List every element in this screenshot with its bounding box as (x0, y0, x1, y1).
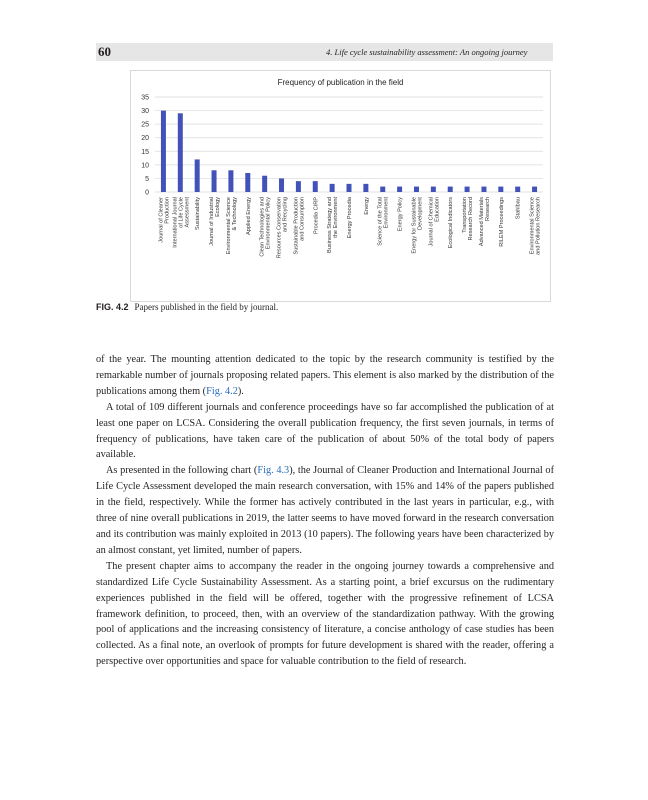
paragraph: The present chapter aims to accompany the reader in the ongoing journey towards a comprehensive and standardized Life Cycle Sustainability Assessment. As a starting point, a brief excursus on the rudimentary experiences published in the field will be offered, together with the progressive refinement of LCSA framework definition, to proceed, then, with an overview of the standardization pathway. With the growing pool of applications and the increasing consistency of literature, a concise anthology of case studies has been collected. As a final note, an overlook of prompts for future development is shared with the reader, offering a perspective over opportunities and space for valuable contribution to the field of research. (96, 560, 554, 668)
body-text (96, 352, 554, 670)
bar (330, 184, 335, 192)
figure-caption (96, 302, 278, 312)
chart-title: Frequency of publication in the field (277, 78, 404, 87)
bar (515, 187, 520, 192)
x-tick-label: Ecological Indicators (448, 197, 455, 249)
paragraph: A total of 109 different journals and conference proceedings have so far accomplished the publication of at least one paper on LCSA. Considering the overall publication frequency, the first seven journals, in terms of frequency of publications, have taken care of the publication of about 50% of the total body of papers available. (96, 401, 554, 461)
y-tick-label: 5 (145, 175, 149, 183)
x-tick-label: International Journalof Life CycleAssessment (172, 197, 191, 248)
bar (195, 159, 200, 192)
bar (465, 187, 470, 192)
page-number: 60 (98, 44, 111, 59)
text: of the year. The mounting attention dedicated to the topic by the research community is testified by the remarkable number of journals proposing related papers. This element is also marked by the distribution of the publications among them ( (96, 354, 554, 397)
x-tick-label: Energy (363, 197, 370, 215)
bar (532, 187, 537, 192)
figure-link[interactable]: Fig. 4.3 (257, 465, 290, 477)
bar (279, 178, 284, 192)
bar (431, 187, 436, 192)
y-tick-label: 10 (141, 162, 149, 170)
x-tick-label: RILEM Proceedings (498, 197, 505, 247)
bar (245, 173, 250, 192)
x-tick-label: Energy for SustainableDevelopment (411, 197, 424, 254)
caption-text: Papers published in the field by journal. (134, 302, 279, 312)
y-tick-label: 25 (141, 121, 149, 129)
chart-svg (131, 71, 550, 301)
running-title: 4. Life cycle sustainability assessment: An ongoing journey (326, 47, 528, 57)
caption-label: FIG. 4.2 (96, 302, 129, 312)
x-tick-label: Sustainable Productionand Consumption (293, 197, 306, 255)
text: ). (237, 385, 244, 397)
bar (212, 170, 217, 192)
chart (130, 70, 551, 302)
paragraph (96, 463, 554, 558)
bar (481, 187, 486, 192)
x-tick-label: Journal of IndustrialEcology (209, 197, 222, 246)
y-tick-label: 20 (141, 135, 149, 143)
x-tick-label: Journal of CleanerProduction (158, 197, 171, 243)
bar (296, 181, 301, 192)
y-tick-label: 15 (141, 148, 149, 156)
x-tick-label: Journal of ChemicalEducation (428, 197, 441, 247)
x-tick-label: Resources Conservationand Recycling (276, 197, 289, 259)
x-tick-label: Applied Energy (245, 197, 252, 235)
bar (448, 187, 453, 192)
paragraph (96, 352, 554, 400)
bar (313, 181, 318, 192)
x-tick-label: Advanced MaterialsResearch (478, 197, 491, 247)
x-tick-label: Environmental Scienceand Pollution Research (529, 197, 542, 255)
text: As presented in the following chart ( (106, 465, 258, 477)
x-tick-label: Energy Procedia (347, 197, 353, 239)
x-tick-label: Stahlbau (515, 197, 522, 220)
bar (161, 111, 166, 192)
bar (397, 187, 402, 192)
bar (178, 113, 183, 192)
y-tick-label: 35 (141, 94, 149, 102)
x-tick-label: Science of the TotalEnvironment (377, 197, 390, 246)
x-tick-label: TransportationResearch Record (462, 197, 475, 241)
bar (414, 187, 419, 192)
bar (363, 184, 368, 192)
x-tick-label: Procedia CIRP (313, 197, 320, 234)
text: ), the Journal of Cleaner Production and International Journal of Life Cycle Assessment developed the main research conversation, with 15% and 14% of the papers published in the field, respectively. While the former has actively contributed in the last years in particular, e.g., with three of nine overall publications in 2019, the latter seems to have moved forward in the research conversation and its contribution was mainly exploited in 2013 (10 papers). The following years have been characterized by an almost constant, yet limited, number of papers. (96, 465, 554, 556)
bar (262, 176, 267, 192)
bar (498, 187, 503, 192)
y-tick-label: 30 (141, 108, 149, 116)
x-tick-label: Environmental Science& Technology (225, 197, 238, 255)
running-header (96, 43, 553, 61)
x-tick-label: Clean Technologies andEnvironmental Policy (259, 197, 272, 257)
y-tick-label: 0 (145, 189, 149, 197)
bar (228, 170, 233, 192)
x-tick-label: Business Strategy andthe Environment (327, 197, 340, 253)
bar (380, 187, 385, 192)
figure-link[interactable]: Fig. 4.2 (206, 385, 238, 397)
x-tick-label: Sustainability (195, 197, 202, 230)
bar (347, 184, 352, 192)
x-tick-label: Energy Policy (397, 197, 404, 232)
